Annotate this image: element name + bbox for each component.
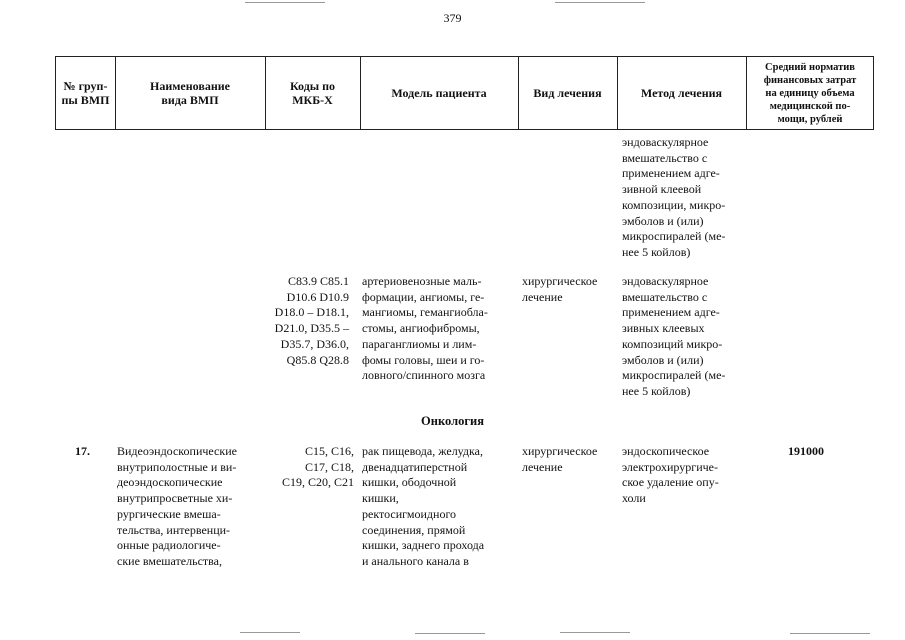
page-number: 379 (443, 11, 462, 25)
row17-patient-model: рак пищевода, желудка, двенадцатиперстной кишки, ободочной кишки, ректосигмоидного соединения, прямой кишки, заднего прохода и анального канала в (362, 444, 485, 568)
row17-icd-codes: C15, C16, C17, C18, C19, C20, C21 (281, 444, 354, 490)
avm-treatment-method: эндоваскулярное вмешательство с применением адге- зивных клеевых композиций микро- эмболов и (или) микроспиралей (ме- нее 5 койлов) (622, 274, 726, 398)
header-average-cost: Средний норматив финансовых затрат на единицу объема медицинской по- мощи, рублей (763, 61, 857, 125)
row17-treatment-type: хирургическое лечение (522, 444, 598, 474)
row17-group-number: 17. (75, 444, 90, 458)
scan-artifact-top-1 (245, 2, 325, 3)
header-vmp-name: Наименование вида ВМП (150, 79, 230, 107)
row17-average-cost: 191000 (788, 444, 824, 458)
scan-artifact-top-2 (555, 2, 645, 3)
continuation-method: эндоваскулярное вмешательство с применением адге- зивной клеевой композиции, микро- эмболов и (или) микроспиралей (ме- нее 5 койлов) (622, 135, 726, 259)
section-title-oncology: Онкология (421, 414, 484, 428)
header-patient-model: Модель пациента (391, 86, 487, 100)
avm-icd-codes: C83.9 C85.1 D10.6 D10.9 D18.0 – D18.1, D21.0, D35.5 – D35.7, D36.0, Q85.8 Q28.8 (274, 274, 349, 367)
row17-vmp-name: Видеоэндоскопические внутриполостные и ви- деоэндоскопические внутрипросветные хи- рургические вмеша- тельства, интервенци- онные радиологиче- ские вмешательства, (117, 444, 237, 568)
table-header (55, 56, 874, 130)
scan-artifact-bottom-1 (240, 632, 300, 633)
header-treatment-method: Метод лечения (640, 86, 723, 100)
avm-patient-model: артериовенозные маль- формации, ангиомы, ге- мангиомы, гемангиобла- стомы, ангиофибромы, параганглиомы и лим- фомы головы, шеи и го- ловного/спинного мозга (362, 274, 488, 383)
scan-artifact-bottom-4 (790, 633, 870, 634)
scan-artifact-bottom-2 (415, 633, 485, 634)
header-group-number: № груп- пы ВМП (61, 79, 110, 107)
header-icd-codes: Коды по МКБ-Х (289, 79, 336, 107)
row17-treatment-method: эндоскопическое электрохирургиче- ское удаление опу- холи (622, 444, 719, 506)
avm-treatment-type: хирургическое лечение (522, 274, 598, 304)
scan-artifact-bottom-3 (560, 632, 630, 633)
header-treatment-type: Вид лечения (533, 86, 602, 100)
